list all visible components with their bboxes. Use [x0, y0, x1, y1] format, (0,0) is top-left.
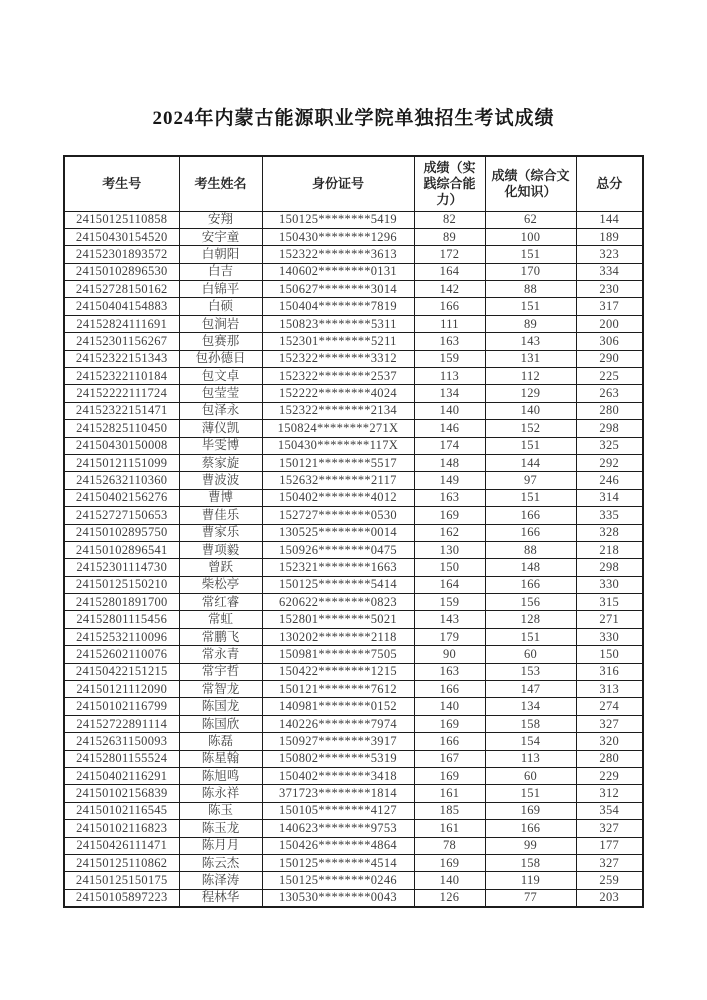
culture-score-cell: 147	[485, 681, 576, 698]
practical-score-cell: 140	[414, 402, 485, 419]
id-number-cell: 150121********5517	[262, 454, 414, 471]
practical-score-cell: 143	[414, 611, 485, 628]
table-row	[64, 768, 643, 785]
culture-score-cell: 166	[485, 524, 576, 541]
id-number-cell: 140981********0152	[262, 698, 414, 715]
culture-score-cell: 156	[485, 594, 576, 611]
candidate-name-cell: 柴松亭	[179, 576, 262, 593]
page-title: 2024年内蒙古能源职业学院单独招生考试成绩	[152, 108, 555, 129]
id-number-cell: 152322********2537	[262, 368, 414, 385]
id-number-cell: 140226********7974	[262, 715, 414, 732]
total-score-cell: 259	[576, 872, 643, 889]
total-score-cell: 225	[576, 368, 643, 385]
culture-score-cell: 158	[485, 854, 576, 871]
id-number-cell: 150125********5419	[262, 211, 414, 228]
culture-score-cell: 77	[485, 889, 576, 906]
practical-score-cell: 169	[414, 768, 485, 785]
total-score-cell: 280	[576, 402, 643, 419]
id-number-cell: 152322********3312	[262, 350, 414, 367]
total-score-cell: 330	[576, 628, 643, 645]
candidate-name-cell: 曹波波	[179, 472, 262, 489]
id-number-cell: 150121********7612	[262, 681, 414, 698]
table-row	[64, 872, 643, 889]
candidate-no-cell: 24150125150210	[64, 576, 179, 593]
culture-score-cell: 153	[485, 663, 576, 680]
practical-score-cell: 172	[414, 246, 485, 263]
practical-score-cell: 130	[414, 541, 485, 558]
table-row	[64, 437, 643, 454]
candidate-name-cell: 白硕	[179, 298, 262, 315]
id-number-cell: 150404********7819	[262, 298, 414, 315]
candidate-name-cell: 曹家乐	[179, 524, 262, 541]
id-number-cell: 152322********3613	[262, 246, 414, 263]
candidate-name-cell: 陈旭鸣	[179, 768, 262, 785]
candidate-no-cell: 24152801891700	[64, 594, 179, 611]
table-row	[64, 507, 643, 524]
candidate-name-cell: 曹博	[179, 489, 262, 506]
practical-score-cell: 166	[414, 681, 485, 698]
id-number-cell: 152301********5211	[262, 333, 414, 350]
id-number-cell: 150125********5414	[262, 576, 414, 593]
table-row	[64, 333, 643, 350]
culture-score-cell: 100	[485, 228, 576, 245]
candidate-no-cell: 24152728150162	[64, 281, 179, 298]
candidate-name-cell: 毕雯博	[179, 437, 262, 454]
table-row	[64, 611, 643, 628]
id-number-cell: 150125********0246	[262, 872, 414, 889]
candidate-name-cell: 包莹莹	[179, 385, 262, 402]
table-row	[64, 576, 643, 593]
id-number-cell: 371723********1814	[262, 785, 414, 802]
total-score-cell: 320	[576, 733, 643, 750]
practical-score-cell: 159	[414, 350, 485, 367]
total-score-cell: 316	[576, 663, 643, 680]
practical-score-cell: 142	[414, 281, 485, 298]
candidate-name-cell: 安翔	[179, 211, 262, 228]
candidate-no-cell: 24152301114730	[64, 559, 179, 576]
id-number-cell: 150627********3014	[262, 281, 414, 298]
candidate-no-cell: 24150121151099	[64, 454, 179, 471]
score-table-header	[64, 156, 643, 211]
practical-score-cell: 163	[414, 489, 485, 506]
id-number-cell: 150926********0475	[262, 541, 414, 558]
candidate-name-cell: 白吉	[179, 263, 262, 280]
candidate-name-cell: 安宇童	[179, 228, 262, 245]
id-number-cell: 150430********117X	[262, 437, 414, 454]
header-row	[64, 156, 643, 211]
culture-score-cell: 119	[485, 872, 576, 889]
candidate-name-cell: 蔡家旋	[179, 454, 262, 471]
id-number-cell: 140602********0131	[262, 263, 414, 280]
table-row	[64, 646, 643, 663]
candidate-no-cell: 24150102896541	[64, 541, 179, 558]
table-row	[64, 402, 643, 419]
table-row	[64, 368, 643, 385]
culture-score-cell: 151	[485, 628, 576, 645]
candidate-name-cell: 陈泽涛	[179, 872, 262, 889]
practical-score-cell: 89	[414, 228, 485, 245]
total-score-cell: 330	[576, 576, 643, 593]
practical-score-cell: 169	[414, 715, 485, 732]
id-number-cell: 130202********2118	[262, 628, 414, 645]
candidate-no-cell: 24150402116291	[64, 768, 179, 785]
total-score-cell: 327	[576, 854, 643, 871]
candidate-name-cell: 曹佳乐	[179, 507, 262, 524]
table-row	[64, 524, 643, 541]
culture-score-cell: 62	[485, 211, 576, 228]
id-number-cell: 150426********4864	[262, 837, 414, 854]
practical-score-cell: 179	[414, 628, 485, 645]
table-row	[64, 454, 643, 471]
candidate-no-cell: 24150125150175	[64, 872, 179, 889]
id-number-cell: 150824********271X	[262, 420, 414, 437]
candidate-name-cell: 常红睿	[179, 594, 262, 611]
culture-score-cell: 166	[485, 507, 576, 524]
total-score-cell: 144	[576, 211, 643, 228]
practical-score-cell: 174	[414, 437, 485, 454]
candidate-no-cell: 24152727150653	[64, 507, 179, 524]
total-score-cell: 306	[576, 333, 643, 350]
table-row	[64, 211, 643, 228]
candidate-name-cell: 包孙德日	[179, 350, 262, 367]
practical-score-cell: 82	[414, 211, 485, 228]
id-number-cell: 150927********3917	[262, 733, 414, 750]
candidate-name-cell: 陈磊	[179, 733, 262, 750]
candidate-name-cell: 薄仪凯	[179, 420, 262, 437]
candidate-no-cell: 24152801155524	[64, 750, 179, 767]
id-number-cell: 150402********3418	[262, 768, 414, 785]
table-row	[64, 837, 643, 854]
culture-score-cell: 151	[485, 489, 576, 506]
practical-score-cell: 113	[414, 368, 485, 385]
candidate-name-cell: 常永青	[179, 646, 262, 663]
culture-score-cell: 166	[485, 820, 576, 837]
candidate-name-cell: 陈玉	[179, 802, 262, 819]
total-score-cell: 327	[576, 715, 643, 732]
table-row	[64, 663, 643, 680]
candidate-no-cell: 24152322110184	[64, 368, 179, 385]
id-number-cell: 130530********0043	[262, 889, 414, 906]
total-score-cell: 315	[576, 594, 643, 611]
candidate-name-cell: 程林华	[179, 889, 262, 906]
candidate-no-cell: 24150125110858	[64, 211, 179, 228]
culture-score-cell: 134	[485, 698, 576, 715]
candidate-name-cell: 常虹	[179, 611, 262, 628]
practical-score-cell: 164	[414, 263, 485, 280]
candidate-no-cell: 24152801115456	[64, 611, 179, 628]
practical-score-cell: 162	[414, 524, 485, 541]
practical-score-cell: 185	[414, 802, 485, 819]
table-row	[64, 281, 643, 298]
culture-score-cell: 128	[485, 611, 576, 628]
culture-score-cell: 154	[485, 733, 576, 750]
id-number-cell: 152222********4024	[262, 385, 414, 402]
col-header-culture-score: 成绩（综合文化知识）	[485, 156, 576, 211]
id-number-cell: 150105********4127	[262, 802, 414, 819]
total-score-cell: 274	[576, 698, 643, 715]
culture-score-cell: 113	[485, 750, 576, 767]
col-header-total-score: 总分	[576, 156, 643, 211]
candidate-no-cell: 24150430150008	[64, 437, 179, 454]
candidate-name-cell: 陈云杰	[179, 854, 262, 871]
culture-score-cell: 89	[485, 315, 576, 332]
practical-score-cell: 167	[414, 750, 485, 767]
candidate-no-cell: 24150430154520	[64, 228, 179, 245]
culture-score-cell: 140	[485, 402, 576, 419]
table-row	[64, 263, 643, 280]
candidate-name-cell: 包涧岩	[179, 315, 262, 332]
culture-score-cell: 170	[485, 263, 576, 280]
total-score-cell: 327	[576, 820, 643, 837]
id-number-cell: 620622********0823	[262, 594, 414, 611]
col-header-candidate-name: 考生姓名	[179, 156, 262, 211]
culture-score-cell: 151	[485, 298, 576, 315]
culture-score-cell: 97	[485, 472, 576, 489]
total-score-cell: 298	[576, 559, 643, 576]
id-number-cell: 140623********9753	[262, 820, 414, 837]
candidate-no-cell: 24150102895750	[64, 524, 179, 541]
table-row	[64, 802, 643, 819]
candidate-name-cell: 陈月月	[179, 837, 262, 854]
practical-score-cell: 164	[414, 576, 485, 593]
candidate-no-cell: 24150102116799	[64, 698, 179, 715]
candidate-name-cell: 白锦平	[179, 281, 262, 298]
table-row	[64, 298, 643, 315]
table-row	[64, 350, 643, 367]
culture-score-cell: 60	[485, 646, 576, 663]
culture-score-cell: 169	[485, 802, 576, 819]
id-number-cell: 150422********1215	[262, 663, 414, 680]
culture-score-cell: 144	[485, 454, 576, 471]
total-score-cell: 335	[576, 507, 643, 524]
candidate-no-cell: 24152632110360	[64, 472, 179, 489]
candidate-name-cell: 包泽永	[179, 402, 262, 419]
total-score-cell: 334	[576, 263, 643, 280]
total-score-cell: 150	[576, 646, 643, 663]
candidate-no-cell: 24150102116545	[64, 802, 179, 819]
table-row	[64, 385, 643, 402]
id-number-cell: 152801********5021	[262, 611, 414, 628]
candidate-name-cell: 陈星翰	[179, 750, 262, 767]
practical-score-cell: 149	[414, 472, 485, 489]
id-number-cell: 152632********2117	[262, 472, 414, 489]
id-number-cell: 152322********2134	[262, 402, 414, 419]
id-number-cell: 150981********7505	[262, 646, 414, 663]
practical-score-cell: 161	[414, 820, 485, 837]
practical-score-cell: 90	[414, 646, 485, 663]
culture-score-cell: 151	[485, 785, 576, 802]
candidate-name-cell: 常智龙	[179, 681, 262, 698]
total-score-cell: 317	[576, 298, 643, 315]
practical-score-cell: 166	[414, 298, 485, 315]
id-number-cell: 130525********0014	[262, 524, 414, 541]
candidate-no-cell: 24150102156839	[64, 785, 179, 802]
culture-score-cell: 60	[485, 768, 576, 785]
practical-score-cell: 111	[414, 315, 485, 332]
practical-score-cell: 140	[414, 872, 485, 889]
candidate-no-cell: 24152301156267	[64, 333, 179, 350]
col-header-id-number: 身份证号	[262, 156, 414, 211]
candidate-no-cell: 24150102896530	[64, 263, 179, 280]
col-header-practical-score: 成绩（实践综合能力）	[414, 156, 485, 211]
culture-score-cell: 166	[485, 576, 576, 593]
table-row	[64, 785, 643, 802]
total-score-cell: 230	[576, 281, 643, 298]
table-row	[64, 820, 643, 837]
culture-score-cell: 129	[485, 385, 576, 402]
total-score-cell: 229	[576, 768, 643, 785]
id-number-cell: 150802********5319	[262, 750, 414, 767]
culture-score-cell: 143	[485, 333, 576, 350]
table-row	[64, 854, 643, 871]
total-score-cell: 271	[576, 611, 643, 628]
total-score-cell: 313	[576, 681, 643, 698]
candidate-name-cell: 曹项毅	[179, 541, 262, 558]
total-score-cell: 292	[576, 454, 643, 471]
candidate-no-cell: 24152322151471	[64, 402, 179, 419]
candidate-name-cell: 常宇哲	[179, 663, 262, 680]
culture-score-cell: 152	[485, 420, 576, 437]
candidate-name-cell: 包赛那	[179, 333, 262, 350]
candidate-no-cell: 24152722891114	[64, 715, 179, 732]
culture-score-cell: 88	[485, 281, 576, 298]
candidate-name-cell: 白朝阳	[179, 246, 262, 263]
table-row	[64, 472, 643, 489]
candidate-name-cell: 陈国欣	[179, 715, 262, 732]
col-header-candidate-no: 考生号	[64, 156, 179, 211]
total-score-cell: 354	[576, 802, 643, 819]
table-row	[64, 489, 643, 506]
candidate-no-cell: 24152322151343	[64, 350, 179, 367]
candidate-no-cell: 24152222111724	[64, 385, 179, 402]
total-score-cell: 328	[576, 524, 643, 541]
practical-score-cell: 150	[414, 559, 485, 576]
id-number-cell: 152321********1663	[262, 559, 414, 576]
candidate-no-cell: 24150426111471	[64, 837, 179, 854]
practical-score-cell: 126	[414, 889, 485, 906]
table-row	[64, 246, 643, 263]
total-score-cell: 280	[576, 750, 643, 767]
candidate-no-cell: 24150121112090	[64, 681, 179, 698]
candidate-no-cell: 24152301893572	[64, 246, 179, 263]
score-table	[63, 155, 644, 908]
candidate-no-cell: 24152824111691	[64, 315, 179, 332]
culture-score-cell: 112	[485, 368, 576, 385]
table-row	[64, 228, 643, 245]
candidate-name-cell: 常鹏飞	[179, 628, 262, 645]
culture-score-cell: 151	[485, 437, 576, 454]
candidate-no-cell: 24150422151215	[64, 663, 179, 680]
total-score-cell: 177	[576, 837, 643, 854]
total-score-cell: 290	[576, 350, 643, 367]
practical-score-cell: 159	[414, 594, 485, 611]
candidate-no-cell: 24152602110076	[64, 646, 179, 663]
total-score-cell: 298	[576, 420, 643, 437]
culture-score-cell: 88	[485, 541, 576, 558]
id-number-cell: 150823********5311	[262, 315, 414, 332]
practical-score-cell: 161	[414, 785, 485, 802]
id-number-cell: 150402********4012	[262, 489, 414, 506]
candidate-name-cell: 陈永祥	[179, 785, 262, 802]
total-score-cell: 200	[576, 315, 643, 332]
practical-score-cell: 169	[414, 507, 485, 524]
total-score-cell: 263	[576, 385, 643, 402]
candidate-no-cell: 24152532110096	[64, 628, 179, 645]
table-row	[64, 541, 643, 558]
score-table-body	[64, 211, 643, 907]
culture-score-cell: 148	[485, 559, 576, 576]
candidate-name-cell: 曾跃	[179, 559, 262, 576]
table-row	[64, 420, 643, 437]
id-number-cell: 150125********4514	[262, 854, 414, 871]
culture-score-cell: 151	[485, 246, 576, 263]
total-score-cell: 246	[576, 472, 643, 489]
culture-score-cell: 131	[485, 350, 576, 367]
candidate-no-cell: 24150402156276	[64, 489, 179, 506]
table-row	[64, 315, 643, 332]
candidate-name-cell: 包文卓	[179, 368, 262, 385]
candidate-no-cell: 24150125110862	[64, 854, 179, 871]
total-score-cell: 325	[576, 437, 643, 454]
table-row	[64, 698, 643, 715]
candidate-name-cell: 陈国龙	[179, 698, 262, 715]
table-row	[64, 681, 643, 698]
table-row	[64, 559, 643, 576]
id-number-cell: 150430********1296	[262, 228, 414, 245]
practical-score-cell: 169	[414, 854, 485, 871]
practical-score-cell: 163	[414, 333, 485, 350]
table-row	[64, 628, 643, 645]
total-score-cell: 203	[576, 889, 643, 906]
practical-score-cell: 163	[414, 663, 485, 680]
table-row	[64, 594, 643, 611]
practical-score-cell: 140	[414, 698, 485, 715]
total-score-cell: 189	[576, 228, 643, 245]
total-score-cell: 323	[576, 246, 643, 263]
candidate-no-cell: 24150404154883	[64, 298, 179, 315]
table-row	[64, 750, 643, 767]
practical-score-cell: 78	[414, 837, 485, 854]
candidate-name-cell: 陈玉龙	[179, 820, 262, 837]
table-row	[64, 889, 643, 906]
practical-score-cell: 146	[414, 420, 485, 437]
total-score-cell: 218	[576, 541, 643, 558]
culture-score-cell: 99	[485, 837, 576, 854]
total-score-cell: 314	[576, 489, 643, 506]
id-number-cell: 152727********0530	[262, 507, 414, 524]
table-row	[64, 733, 643, 750]
practical-score-cell: 134	[414, 385, 485, 402]
candidate-no-cell: 24152631150093	[64, 733, 179, 750]
practical-score-cell: 148	[414, 454, 485, 471]
candidate-no-cell: 24152825110450	[64, 420, 179, 437]
candidate-no-cell: 24150102116823	[64, 820, 179, 837]
total-score-cell: 312	[576, 785, 643, 802]
table-row	[64, 715, 643, 732]
candidate-no-cell: 24150105897223	[64, 889, 179, 906]
culture-score-cell: 158	[485, 715, 576, 732]
practical-score-cell: 166	[414, 733, 485, 750]
